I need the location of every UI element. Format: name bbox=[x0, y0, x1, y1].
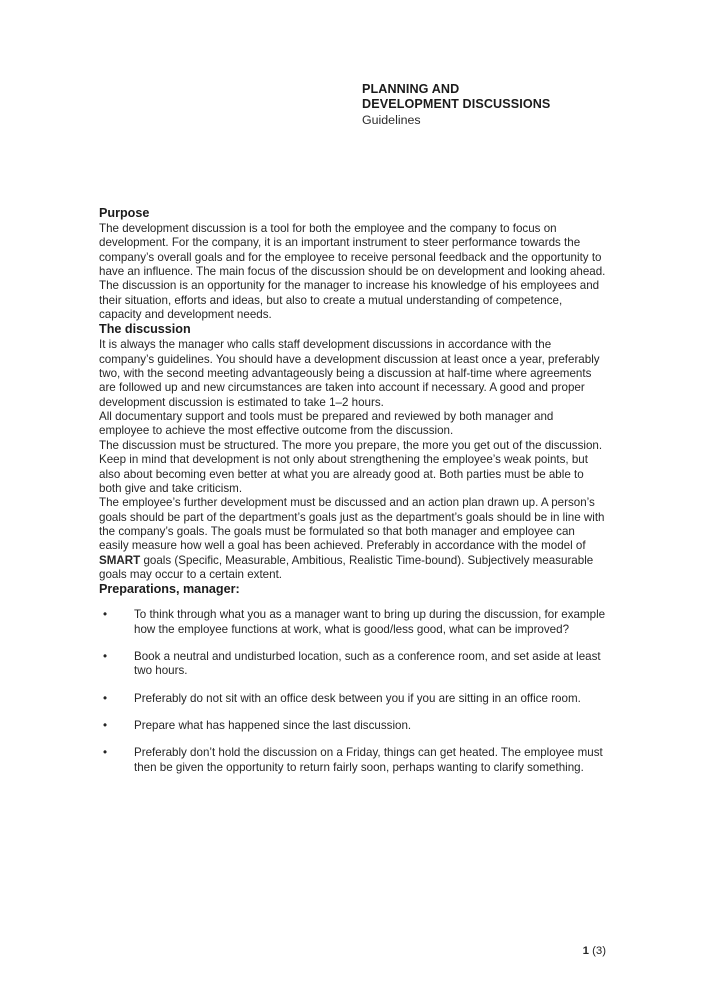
footer-page-total: (3) bbox=[592, 945, 606, 957]
page-footer bbox=[99, 944, 606, 958]
list-item bbox=[99, 608, 606, 637]
bullet-icon: • bbox=[103, 608, 108, 622]
smart-acronym: SMART bbox=[99, 553, 141, 567]
list-item-text: To think through what you as a manager want to bring up during the discussion, for example how the employee functions at work, what is good/less good, what can be improved? bbox=[134, 608, 606, 636]
section-heading-preparations: Preparations, manager: bbox=[99, 582, 240, 597]
list-item bbox=[99, 719, 606, 733]
document-header bbox=[362, 82, 642, 128]
bullet-icon: • bbox=[103, 691, 108, 705]
list-item-text: Preferably do not sit with an office desk between you if you are sitting in an office room. bbox=[134, 691, 581, 705]
discussion-paragraph-4 bbox=[99, 496, 606, 582]
bullet-icon: • bbox=[103, 746, 108, 760]
purpose-paragraph-2: The discussion is an opportunity for the manager to increase his knowledge of his employees and their situation, efforts and ideas, but also to create a mutual understanding of competence, capacity and development needs. bbox=[99, 279, 600, 322]
section-heading-discussion: The discussion bbox=[99, 322, 191, 337]
list-item-text: Preferably don’t hold the discussion on a Friday, things can get heated. The employee must then be given the opportunity to return fairly soon, perhaps wanting to clarify something. bbox=[134, 746, 603, 774]
bullet-icon: • bbox=[103, 718, 108, 732]
discussion-paragraph-1: It is always the manager who calls staff development discussions in accordance with the company’s guidelines. You should have a development discussion at least once a year, preferably two, with the second meeting advantageously being a discussion at half-time where agreements are followed up and new circumstances are taken into account if necessary. A good and proper development discussion is estimated to take 1–2 hours. bbox=[99, 338, 600, 409]
section-heading-purpose: Purpose bbox=[99, 206, 150, 220]
document-subtitle: Guidelines bbox=[362, 113, 421, 128]
list-item-text: Prepare what has happened since the last discussion. bbox=[134, 718, 412, 732]
bullet-icon: • bbox=[103, 649, 108, 663]
footer-page-number: 1 bbox=[582, 945, 589, 957]
discussion-paragraph-4-text-end: goals (Specific, Measurable, Ambitious, Realistic Time-bound). Subjectively measurable goals may occur to a certain extent. bbox=[99, 553, 594, 581]
document-body bbox=[99, 206, 606, 775]
list-item bbox=[99, 746, 606, 775]
preparations-bullet-list bbox=[99, 608, 606, 775]
list-item-text: Book a neutral and undisturbed location, such as a conference room, and set aside at least two hours. bbox=[134, 649, 601, 678]
list-item bbox=[99, 692, 606, 706]
purpose-paragraph-1: The development discussion is a tool for both the employee and the company to focus on development. For the company, it is an important instrument to steer performance towards the company’s overall goals and for the employee to receive personal feedback and the opportunity to have an influence. The main focus of the discussion should be on development and looking ahead. bbox=[99, 222, 606, 279]
document-title-line-1: PLANNING AND bbox=[362, 82, 460, 96]
discussion-paragraph-3: The discussion must be structured. The more you prepare, the more you get out of the discussion. Keep in mind that development is not only about strengthening the employee’s weak points, but also about becoming even better at what you are already good at. Both parties must be able to both give and take criticism. bbox=[99, 438, 603, 495]
document-title-line-2: DEVELOPMENT DISCUSSIONS bbox=[362, 96, 551, 111]
discussion-paragraph-2: All documentary support and tools must be prepared and reviewed by both manager and employee to achieve the most effective outcome from the discussion. bbox=[99, 410, 554, 438]
list-item bbox=[99, 650, 606, 679]
discussion-paragraph-4-text-start: The employee’s further development must be discussed and an action plan drawn up. A person’s goals should be part of the department’s goals just as the department’s goals should be in line with the company’s goals. The goals must be formulated so that both manager and employee can easily measure how well a goal has been achieved. Preferably in accordance with the model of bbox=[99, 496, 605, 553]
